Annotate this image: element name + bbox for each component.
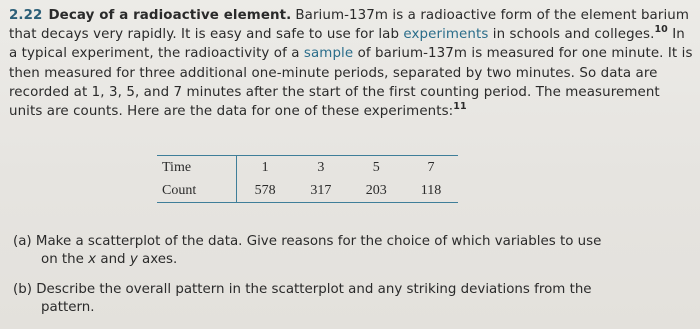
footnote-ref-10: 10	[654, 24, 668, 36]
schools-text: in schools and colleges.	[488, 27, 655, 43]
question-b-line2: pattern.	[41, 300, 95, 315]
data-table	[157, 155, 458, 203]
y-variable: y	[129, 252, 138, 267]
question-a-line2	[13, 251, 683, 269]
experiments-link[interactable]: experiments	[403, 27, 489, 43]
exercise-intro: Barium-137m is a radioactive form of the element barium that decays very rapidly. It is easy and safe to use for lab	[9, 8, 690, 43]
exercise-paragraph	[9, 6, 693, 121]
time-header: Time	[157, 156, 237, 180]
count-cell: 578	[237, 179, 294, 203]
time-cell: 1	[237, 156, 294, 180]
question-b-letter: (b)	[13, 282, 32, 297]
question-a-and: and	[96, 252, 130, 267]
sample-link[interactable]: sample	[303, 46, 354, 62]
exercise-title: Decay of a radioactive element.	[48, 8, 292, 23]
question-a-letter: (a)	[13, 234, 32, 249]
question-a	[13, 233, 683, 269]
typical-text: In a typical experiment, the radioactivity of a	[9, 27, 685, 62]
question-b	[13, 281, 683, 317]
count-cell: 317	[293, 179, 348, 203]
time-cell: 5	[349, 156, 404, 180]
exercise-number: 2.22	[9, 8, 43, 23]
question-b-text: Describe the overall pattern in the scatterplot and any striking deviations from the	[36, 282, 592, 297]
table-row-time	[157, 156, 458, 180]
x-variable: x	[88, 252, 97, 267]
question-a-axes: axes.	[137, 252, 178, 267]
time-cell: 7	[404, 156, 458, 180]
count-header: Count	[157, 179, 237, 203]
time-cell: 3	[293, 156, 348, 180]
question-a-text2: on the	[41, 252, 89, 267]
question-a-text: Make a scatterplot of the data. Give reasons for the choice of which variables to use	[35, 234, 602, 249]
rest-text: of barium-137m is measured for one minute. It is then measured for three additional one-minute periods, separated by two minutes. So data are recorded at 1, 3, 5, and 7 minutes after the start of the first counting period. The measurement units are counts. Here are the data for one of these experiments:	[9, 46, 693, 120]
count-cell: 118	[404, 179, 458, 203]
count-cell: 203	[349, 179, 404, 203]
footnote-ref-11: 11	[453, 101, 467, 113]
table-row-count	[157, 179, 458, 203]
